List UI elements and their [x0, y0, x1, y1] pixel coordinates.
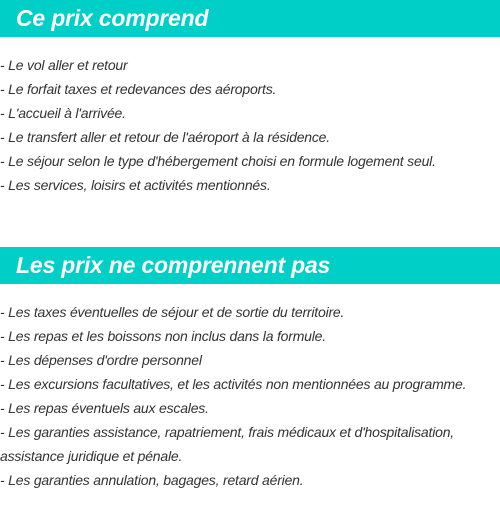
list-item: - L'accueil à l'arrivée.	[0, 105, 126, 121]
list-item: - Le séjour selon le type d'hébergement choisi en formule logement seul.	[0, 153, 436, 169]
included-list	[0, 53, 500, 197]
included-section	[0, 0, 500, 197]
list-item: - Les garanties assistance, rapatriement, frais médicaux et d'hospitalisation,	[0, 424, 454, 440]
included-title: Ce prix comprend	[16, 5, 209, 31]
excluded-title: Les prix ne comprennent pas	[16, 252, 331, 278]
included-banner	[0, 0, 500, 37]
excluded-section	[0, 247, 500, 492]
list-item: - Les services, loisirs et activités mentionnés.	[0, 177, 271, 193]
list-item: - Les excursions facultatives, et les activités non mentionnées au programme.	[0, 376, 467, 392]
list-item: - Les repas éventuels aux escales.	[0, 400, 209, 416]
list-item: - Les taxes éventuelles de séjour et de sortie du territoire.	[0, 304, 345, 320]
excluded-list	[0, 300, 500, 492]
list-item: - Le forfait taxes et redevances des aéroports.	[0, 81, 277, 97]
list-item: - Les dépenses d'ordre personnel	[0, 352, 202, 368]
list-item: - Les repas et les boissons non inclus dans la formule.	[0, 328, 326, 344]
list-item: - Le vol aller et retour	[0, 57, 128, 73]
list-item: - Les garanties annulation, bagages, retard aérien.	[0, 472, 304, 488]
excluded-banner	[0, 247, 500, 284]
list-item: - Le transfert aller et retour de l'aéroport à la résidence.	[0, 129, 330, 145]
list-item-continuation: assistance juridique et pénale.	[0, 448, 183, 464]
